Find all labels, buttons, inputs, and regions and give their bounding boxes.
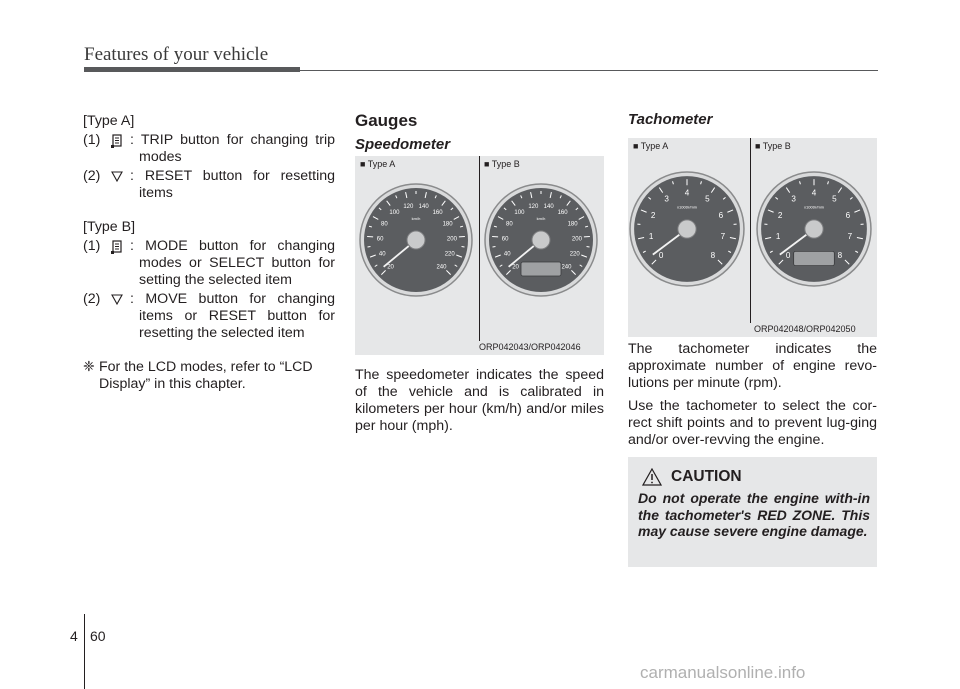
lcd-display — [521, 262, 561, 276]
dial-tick-label: 5 — [832, 194, 837, 204]
speedometer-description — [355, 367, 604, 441]
figure-divider — [750, 138, 751, 323]
dial-tick-label: 80 — [506, 221, 513, 228]
type-a-heading: [Type A] — [83, 113, 135, 129]
dial-tick-label: 200 — [571, 236, 582, 243]
triangle-down-icon — [110, 292, 124, 307]
dial-tick-label: 7 — [847, 232, 853, 242]
speedometer-figure — [355, 156, 604, 355]
dial-tick-label: 20 — [512, 264, 519, 271]
trip-button-icon — [110, 133, 124, 148]
tacho-figure-code: ORP042048/ORP042050 — [754, 324, 856, 334]
dial-tick-label: 0 — [658, 250, 664, 260]
item-number: (1) — [83, 238, 101, 254]
dial-tick-label: 6 — [718, 211, 724, 221]
dial-tick-label: 8 — [837, 250, 843, 260]
dial-tick-label: 6 — [845, 211, 851, 221]
type-b-item-2 — [83, 291, 335, 342]
button-descriptions — [83, 113, 335, 393]
tachometer-paragraph-2: Use the tachometer to select the cor-rect shift points and to prevent lug-ging and/or over-revving the engine. — [628, 398, 877, 448]
dial-tick-label: 240 — [561, 264, 572, 271]
dial-tick-label: 2 — [777, 211, 783, 221]
footer-rule — [84, 614, 85, 689]
needle-hub — [407, 231, 425, 249]
needle-hub — [532, 231, 550, 249]
caution-text: Do not operate the engine with-in the tachometer's RED ZONE. This may cause severe engine damage. — [638, 490, 870, 539]
note-text: For the LCD modes, refer to “LCD Display” in this chapter. — [99, 359, 313, 392]
type-b-item-1 — [83, 238, 335, 289]
watermark: carmanualsonline.info — [640, 663, 806, 682]
dial-tick-label: 240 — [436, 264, 447, 271]
figure-divider — [479, 156, 480, 341]
dial-tick-label: 160 — [557, 210, 568, 217]
dial-unit-label: km/h — [411, 216, 421, 221]
item-text: : MOVE button for changing items or RESET button for resetting the selected item — [130, 291, 335, 341]
type-a-item-1 — [83, 132, 335, 166]
mode-button-icon — [110, 239, 124, 254]
chapter-number: 4 — [70, 628, 78, 644]
caution-title: CAUTION — [671, 468, 742, 485]
speedo-type-a-label: ■ Type A — [360, 159, 396, 169]
gauges-title: Gauges — [355, 111, 418, 130]
header-rule — [300, 70, 878, 71]
dial-tick-label: 5 — [705, 194, 710, 204]
header-bar — [84, 67, 300, 72]
needle-hub — [678, 220, 696, 238]
dial-tick-label: 220 — [569, 251, 580, 258]
item-text: : RESET button for resetting items — [130, 168, 335, 201]
dial-tick-label: 140 — [418, 203, 429, 210]
triangle-down-icon — [110, 169, 124, 184]
header-title: Features of your vehicle — [84, 44, 269, 65]
speedometer-paragraph: The speedometer indicates the speed of the vehicle and is calibrated in kilometers per hour (km/h) and/or miles per hour (mph). — [355, 367, 604, 434]
tachometer-type-b-dial — [755, 170, 873, 288]
lcd-display — [794, 251, 835, 265]
dial-tick-label: 160 — [432, 210, 443, 217]
speedo-figure-code: ORP042043/ORP042046 — [479, 342, 581, 352]
dial-tick-label: 40 — [378, 251, 386, 258]
tachometer-paragraph-1: The tachometer indicates the approximate number of engine revo-lutions per minute (rpm). — [628, 341, 877, 391]
dial-tick-label: 100 — [389, 210, 400, 217]
dial-tick-label: 180 — [567, 221, 578, 228]
dial-tick-label: 2 — [650, 211, 656, 221]
speedometer-type-b-dial — [483, 182, 599, 298]
dial-tick-label: 3 — [791, 194, 796, 204]
dial-tick-label: 0 — [785, 250, 791, 260]
dial-tick-label: 120 — [528, 203, 539, 210]
page-number: 60 — [90, 628, 106, 644]
type-b-heading: [Type B] — [83, 219, 136, 235]
dial-tick-label: 200 — [446, 236, 457, 243]
caution-box — [628, 457, 877, 567]
dial-tick-label: 7 — [720, 232, 726, 242]
tacho-type-b-label: ■ Type B — [755, 141, 791, 151]
needle-hub — [805, 220, 823, 238]
item-number: (1) — [83, 132, 101, 148]
tachometer-description — [628, 341, 877, 455]
dial-tick-label: 60 — [376, 236, 384, 243]
speedometer-title: Speedometer — [355, 136, 451, 153]
dial-tick-label: 1 — [775, 232, 781, 242]
dial-tick-label: 140 — [543, 203, 554, 210]
dial-tick-label: 100 — [514, 210, 525, 217]
dial-tick-label: 4 — [684, 188, 690, 198]
dial-tick-label: 40 — [503, 251, 511, 258]
tachometer-figure — [628, 138, 877, 337]
tacho-type-a-label: ■ Type A — [633, 141, 669, 151]
note-symbol: ❈ — [83, 359, 95, 375]
dial-tick-label: 120 — [403, 203, 414, 210]
item-text: : TRIP button for changing trip modes — [130, 132, 335, 165]
dial-tick-label: 1 — [648, 232, 654, 242]
dial-tick-label: 4 — [811, 188, 817, 198]
item-number: (2) — [83, 291, 101, 307]
dial-tick-label: 3 — [664, 194, 669, 204]
type-a-item-2 — [83, 168, 335, 202]
tachometer-type-a-dial — [628, 170, 746, 288]
dial-tick-label: 60 — [501, 236, 509, 243]
dial-unit-label: x1000r/min — [676, 204, 698, 210]
tachometer-title: Tachometer — [628, 111, 713, 128]
dial-tick-label: 80 — [381, 221, 388, 228]
dial-unit-label: x1000r/min — [803, 204, 825, 210]
warning-triangle-icon — [642, 468, 662, 486]
dial-tick-label: 20 — [387, 264, 394, 271]
dial-tick-label: 220 — [444, 251, 455, 258]
dial-unit-label: km/h — [536, 216, 546, 221]
item-text: : MODE button for changing modes or SELECT button for setting the selected item — [130, 238, 335, 288]
item-number: (2) — [83, 168, 101, 184]
speedo-type-b-label: ■ Type B — [484, 159, 520, 169]
dial-tick-label: 8 — [710, 250, 716, 260]
speedometer-type-a-dial — [358, 182, 474, 298]
dial-tick-label: 180 — [442, 221, 453, 228]
lcd-note — [83, 359, 335, 393]
